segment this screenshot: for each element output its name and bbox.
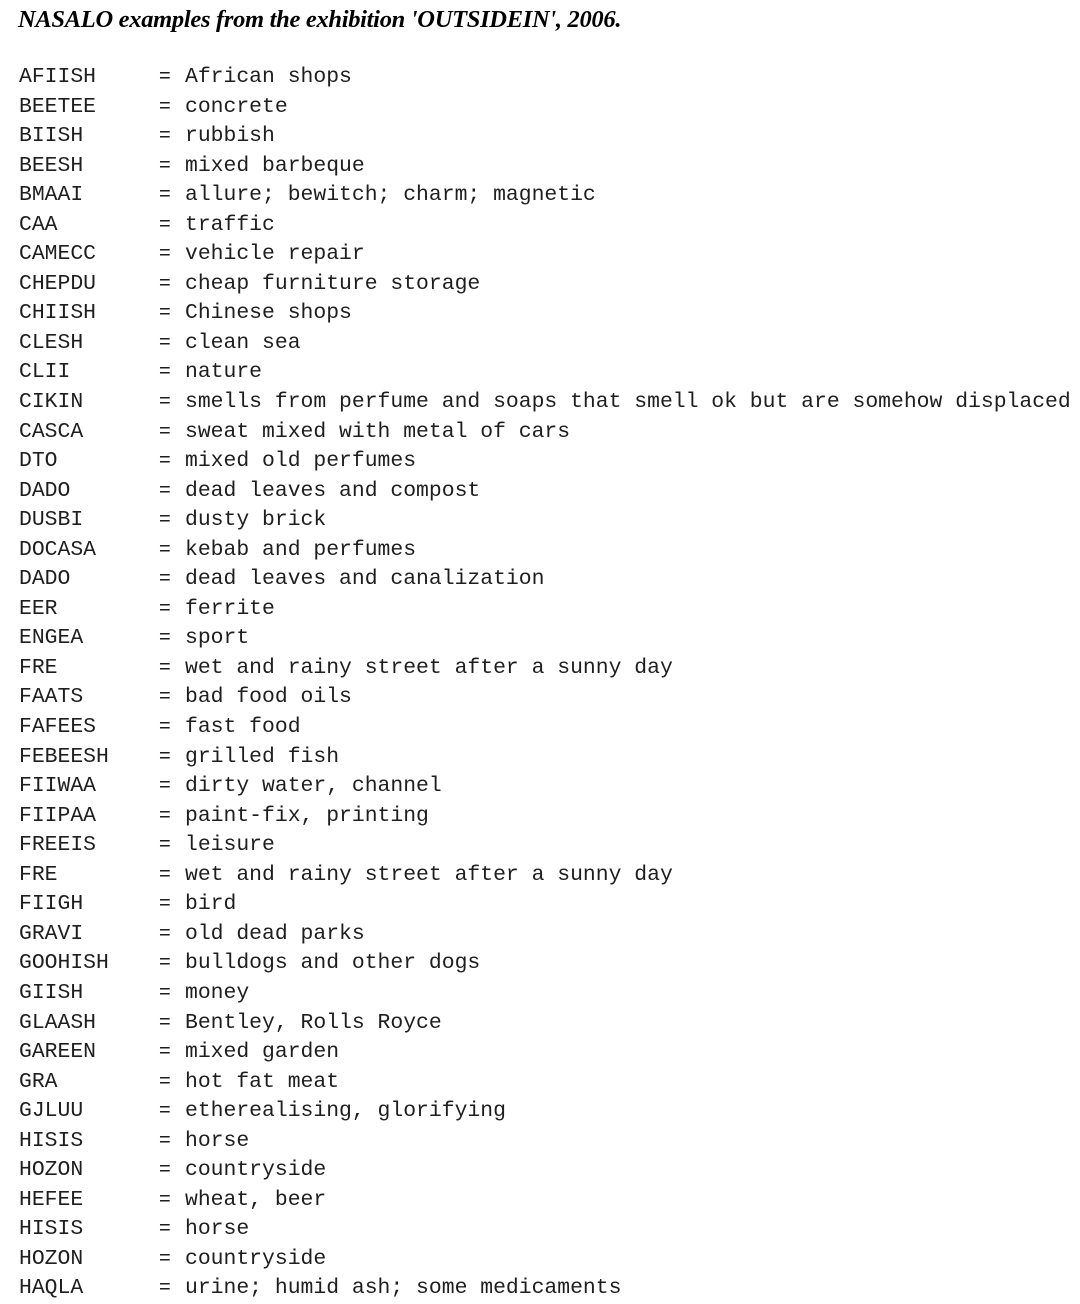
entry-term: CLESH: [19, 330, 84, 355]
entry-term: DADO: [19, 478, 71, 503]
equals-sign: =: [159, 301, 171, 324]
entry-definition: sweat mixed with metal of cars: [185, 419, 571, 444]
glossary-entry: [19, 948, 1071, 978]
entry-definition: grilled fish: [185, 744, 340, 769]
entry-term: FIIWAA: [19, 774, 97, 799]
entry-definition: fast food: [185, 715, 301, 740]
glossary-entry: [19, 92, 1071, 122]
glossary-entry: [19, 742, 1071, 772]
entry-term: CIKIN: [19, 390, 84, 415]
entry-definition: money: [185, 980, 250, 1005]
entry-term: FIIPAA: [19, 803, 97, 828]
glossary-entry: [19, 830, 1071, 860]
entry-term: CAA: [19, 212, 58, 237]
glossary-entry: [19, 387, 1071, 417]
glossary-entry: [19, 653, 1071, 683]
equals-sign: =: [159, 65, 171, 87]
equals-sign: =: [159, 744, 171, 767]
equals-sign: =: [159, 94, 171, 117]
glossary-entry: [19, 535, 1071, 565]
entry-term: CASCA: [19, 419, 84, 444]
entry-term: FIIGH: [19, 892, 84, 917]
entry-definition: dusty brick: [185, 508, 327, 533]
glossary-entry: [19, 121, 1071, 151]
equals-sign: =: [159, 1276, 171, 1299]
equals-sign: =: [159, 596, 171, 619]
entry-term: GLAASH: [19, 1010, 97, 1035]
entry-term: CHIISH: [19, 301, 97, 326]
entry-term: HISIS: [19, 1217, 84, 1242]
glossary-entry: [19, 62, 1071, 92]
equals-sign: =: [159, 1187, 171, 1210]
glossary-entry: [19, 594, 1071, 624]
entry-term: BEETEE: [19, 94, 97, 119]
entry-term: DUSBI: [19, 508, 84, 533]
glossary-entry: [19, 239, 1071, 269]
equals-sign: =: [159, 1128, 171, 1151]
entry-definition: rubbish: [185, 124, 275, 149]
glossary-entry: [19, 682, 1071, 712]
entry-term: BIISH: [19, 124, 84, 149]
glossary-entry: [19, 919, 1071, 949]
entry-definition: countryside: [185, 1246, 327, 1271]
entry-term: BEESH: [19, 153, 84, 178]
equals-sign: =: [159, 685, 171, 708]
entry-term: AFIISH: [19, 65, 97, 89]
glossary-entry: [19, 889, 1071, 919]
entry-term: FRE: [19, 862, 58, 887]
glossary-entry: [19, 505, 1071, 535]
glossary-entry: [19, 1037, 1071, 1067]
equals-sign: =: [159, 390, 171, 413]
glossary-entry: [19, 328, 1071, 358]
entry-term: CLII: [19, 360, 71, 385]
entry-definition: horse: [185, 1217, 250, 1242]
equals-sign: =: [159, 419, 171, 442]
glossary-entry: [19, 417, 1071, 447]
glossary-entry: [19, 860, 1071, 890]
entry-definition: wet and rainy street after a sunny day: [185, 655, 673, 680]
glossary-entry: [19, 564, 1071, 594]
glossary-entry: [19, 269, 1071, 299]
entry-definition: traffic: [185, 212, 275, 237]
glossary-entry: [19, 1185, 1071, 1215]
equals-sign: =: [159, 567, 171, 590]
glossary-entry: [19, 357, 1071, 387]
entry-definition: smells from perfume and soaps that smell ok but are somehow displaced: [185, 390, 1071, 415]
equals-sign: =: [159, 183, 171, 206]
entry-term: EER: [19, 596, 58, 621]
equals-sign: =: [159, 360, 171, 383]
equals-sign: =: [159, 508, 171, 531]
equals-sign: =: [159, 655, 171, 678]
entry-term: ENGEA: [19, 626, 84, 651]
entry-term: BMAAI: [19, 183, 84, 208]
glossary-entry: [19, 1155, 1071, 1185]
equals-sign: =: [159, 478, 171, 501]
entry-definition: cheap furniture storage: [185, 271, 481, 296]
entry-definition: hot fat meat: [185, 1069, 340, 1094]
entry-definition: ferrite: [185, 596, 275, 621]
entry-definition: dead leaves and compost: [185, 478, 481, 503]
equals-sign: =: [159, 330, 171, 353]
entry-term: GOOHISH: [19, 951, 109, 976]
entry-definition: allure; bewitch; charm; magnetic: [185, 183, 596, 208]
equals-sign: =: [159, 833, 171, 856]
entry-definition: African shops: [185, 65, 352, 89]
entry-definition: paint-fix, printing: [185, 803, 429, 828]
glossary-list: [19, 62, 1071, 1303]
glossary-entry: [19, 801, 1071, 831]
equals-sign: =: [159, 537, 171, 560]
entry-definition: bad food oils: [185, 685, 352, 710]
equals-sign: =: [159, 626, 171, 649]
glossary-entry: [19, 1214, 1071, 1244]
glossary-entry: [19, 446, 1071, 476]
entry-definition: nature: [185, 360, 263, 385]
entry-term: CAMECC: [19, 242, 97, 267]
glossary-entry: [19, 1244, 1071, 1274]
equals-sign: =: [159, 951, 171, 974]
entry-term: HAQLA: [19, 1276, 84, 1301]
equals-sign: =: [159, 774, 171, 797]
entry-definition: horse: [185, 1128, 250, 1153]
equals-sign: =: [159, 862, 171, 885]
glossary-entry: [19, 1008, 1071, 1038]
entry-definition: wheat, beer: [185, 1187, 327, 1212]
entry-definition: urine; humid ash; some medicaments: [185, 1276, 622, 1301]
equals-sign: =: [159, 803, 171, 826]
entry-term: DADO: [19, 567, 71, 592]
entry-term: CHEPDU: [19, 271, 97, 296]
glossary-entry: [19, 1067, 1071, 1097]
entry-definition: mixed barbeque: [185, 153, 365, 178]
equals-sign: =: [159, 212, 171, 235]
entry-term: FAFEES: [19, 715, 97, 740]
entry-term: FAATS: [19, 685, 84, 710]
entry-term: FRE: [19, 655, 58, 680]
equals-sign: =: [159, 1040, 171, 1063]
entry-definition: concrete: [185, 94, 288, 119]
equals-sign: =: [159, 271, 171, 294]
entry-term: HOZON: [19, 1246, 84, 1271]
glossary-entry: [19, 712, 1071, 742]
entry-definition: mixed garden: [185, 1040, 340, 1065]
entry-definition: clean sea: [185, 330, 301, 355]
glossary-entry: [19, 978, 1071, 1008]
entry-term: DTO: [19, 449, 58, 474]
page-title: NASALO examples from the exhibition 'OUTSIDEIN', 2006.: [18, 6, 622, 33]
equals-sign: =: [159, 892, 171, 915]
entry-definition: Bentley, Rolls Royce: [185, 1010, 442, 1035]
entry-definition: etherealising, glorifying: [185, 1099, 506, 1124]
glossary-entry: [19, 1126, 1071, 1156]
equals-sign: =: [159, 715, 171, 738]
equals-sign: =: [159, 1010, 171, 1033]
equals-sign: =: [159, 1217, 171, 1240]
equals-sign: =: [159, 449, 171, 472]
equals-sign: =: [159, 1069, 171, 1092]
entry-term: FREEIS: [19, 833, 97, 858]
equals-sign: =: [159, 153, 171, 176]
equals-sign: =: [159, 1099, 171, 1122]
glossary-entry: [19, 476, 1071, 506]
entry-term: HISIS: [19, 1128, 84, 1153]
equals-sign: =: [159, 980, 171, 1003]
entry-term: GRAVI: [19, 921, 84, 946]
entry-term: FEBEESH: [19, 744, 109, 769]
entry-definition: countryside: [185, 1158, 327, 1183]
entry-definition: dead leaves and canalization: [185, 567, 545, 592]
equals-sign: =: [159, 1246, 171, 1269]
entry-term: HOZON: [19, 1158, 84, 1183]
entry-term: HEFEE: [19, 1187, 84, 1212]
equals-sign: =: [159, 1158, 171, 1181]
glossary-entry: [19, 298, 1071, 328]
equals-sign: =: [159, 242, 171, 265]
equals-sign: =: [159, 124, 171, 147]
entry-definition: kebab and perfumes: [185, 537, 417, 562]
glossary-entry: [19, 210, 1071, 240]
glossary-entry: [19, 180, 1071, 210]
equals-sign: =: [159, 921, 171, 944]
glossary-entry: [19, 771, 1071, 801]
entry-term: GJLUU: [19, 1099, 84, 1124]
glossary-entry: [19, 1096, 1071, 1126]
entry-term: DOCASA: [19, 537, 97, 562]
entry-definition: sport: [185, 626, 250, 651]
entry-definition: mixed old perfumes: [185, 449, 417, 474]
entry-definition: wet and rainy street after a sunny day: [185, 862, 673, 887]
entry-definition: bulldogs and other dogs: [185, 951, 481, 976]
entry-definition: leisure: [185, 833, 275, 858]
entry-term: GAREEN: [19, 1040, 97, 1065]
entry-definition: dirty water, channel: [185, 774, 442, 799]
entry-term: GIISH: [19, 980, 84, 1005]
entry-term: GRA: [19, 1069, 58, 1094]
entry-definition: vehicle repair: [185, 242, 365, 267]
entry-definition: old dead parks: [185, 921, 365, 946]
entry-definition: Chinese shops: [185, 301, 352, 326]
entry-definition: bird: [185, 892, 237, 917]
glossary-entry: [19, 151, 1071, 181]
glossary-entry: [19, 623, 1071, 653]
